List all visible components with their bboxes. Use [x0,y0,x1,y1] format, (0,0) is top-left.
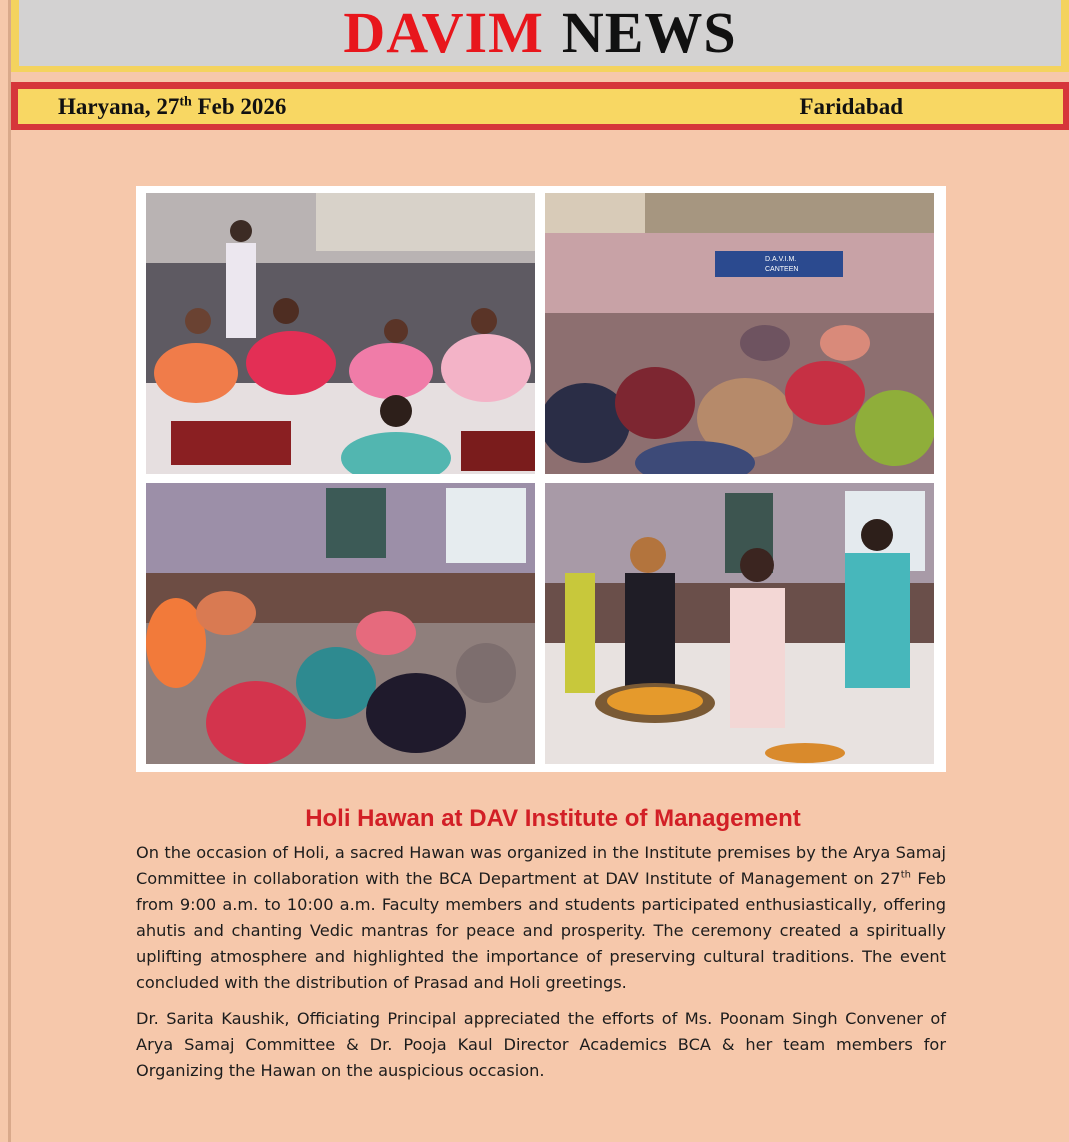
dateline-date: Haryana, 27th Feb 2026 [58,93,287,119]
canteen-hall-gathering-photo [545,193,934,474]
canteen-banner-text: D.A.V.I.M. [765,256,797,263]
dateline-bar [11,82,1069,130]
article-paragraph-2: Dr. Sarita Kaushik, Officiating Principal appreciated the efforts of Ms. Poonam Singh Convener of Arya Samaj Committee & Dr. Pooja Kaul Director Academics BCA & her team members for Organizing the Hawan on the auspicious occasion. [136,1009,946,1080]
hawan-seated-group-photo [146,193,535,474]
article-body [136,840,946,1094]
hall-seated-participants-photo [146,483,535,764]
masthead-title-black: NEWS [561,0,737,65]
dateline-city: Faridabad [799,93,903,119]
photo-collage [136,186,946,772]
page-left-rule [8,0,11,1142]
article-paragraph-1: On the occasion of Holi, a sacred Hawan was organized in the Institute premises by the Arya Samaj Committee in collaboration with the BCA Department at DAV Institute of Management on 27th Feb from 9:00 a.m. to 10:00 a.m. Faculty members and students participated enthusiastically, offering ahutis and chanting Vedic mantras for peace and prosperity. The ceremony created a spiritually uplifting atmosphere and highlighted the importance of preserving cultural traditions. The event concluded with the distribution of Prasad and Holi greetings. [136,843,946,992]
masthead-title-red: DAVIM [343,0,544,65]
masthead-title [19,0,1061,66]
masthead [11,0,1069,72]
svg-text:CANTEEN: CANTEEN [765,266,799,273]
aarti-offering-photo [545,483,934,764]
article-title: Holi Hawan at DAV Institute of Management [305,805,801,833]
